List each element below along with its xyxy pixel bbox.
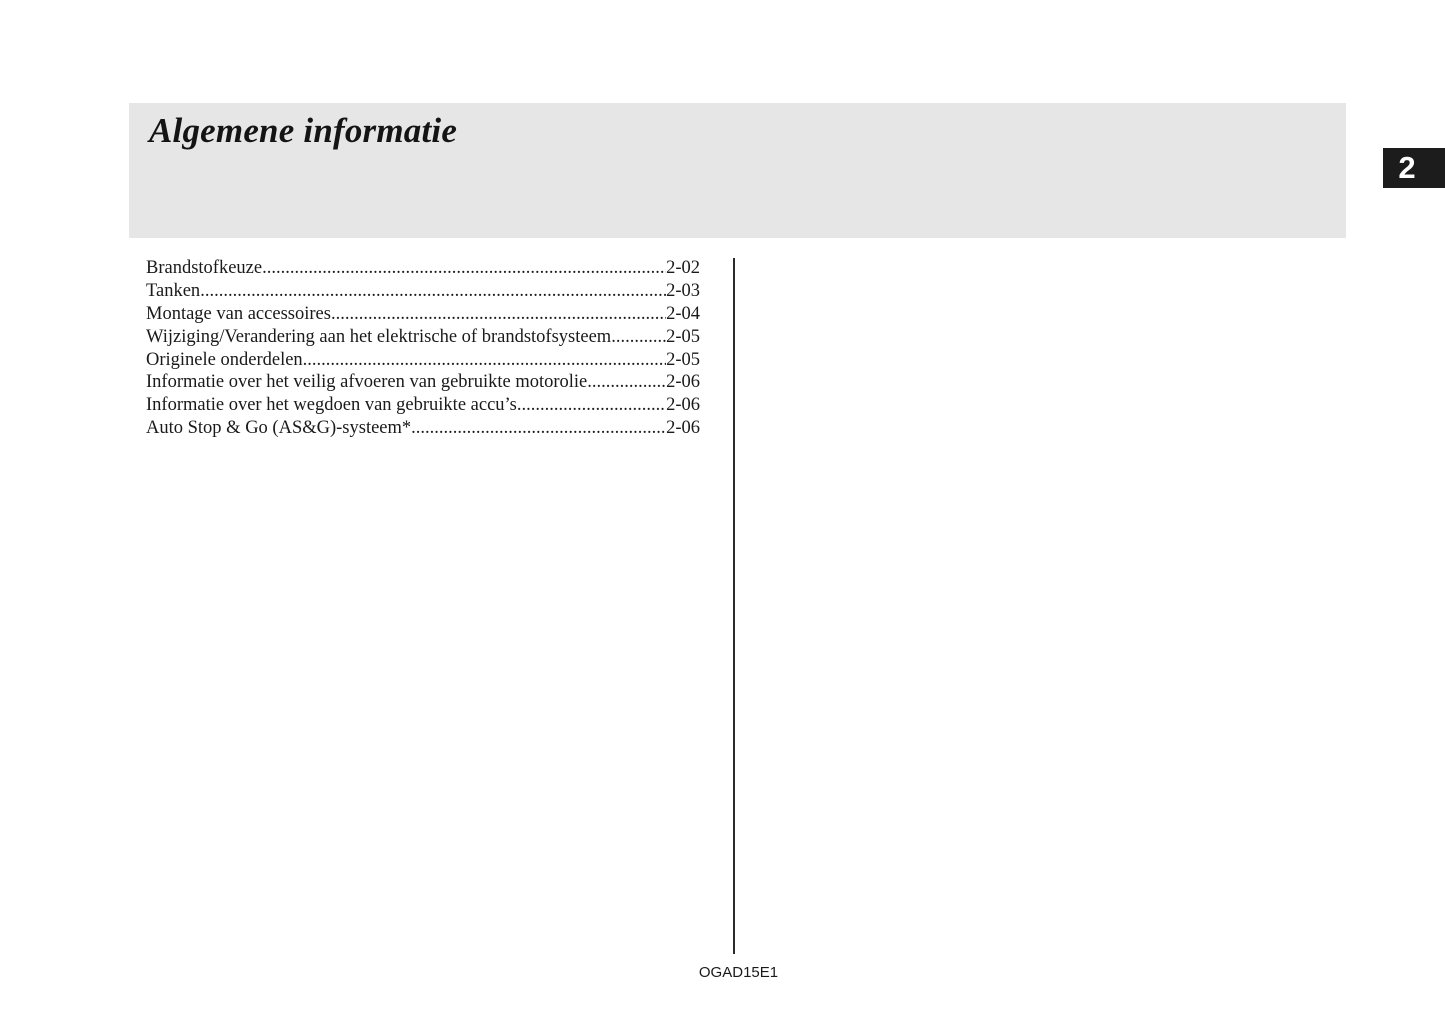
toc-entry-title: Informatie over het veilig afvoeren van gebruikte motorolie [146,372,588,393]
toc-entry-page: 2-05 [666,349,700,370]
toc-dot-leader [303,349,666,372]
toc-entry-title: Informatie over het wegdoen van gebruikte accu’s [146,395,517,416]
page-title: Algemene informatie [149,111,458,150]
toc-entry-title: Originele onderdelen [146,349,303,370]
toc-dot-leader [587,371,666,394]
toc-dot-leader [200,280,666,303]
toc-entry-original-parts[interactable] [146,349,700,372]
toc-entry-auto-stop-go[interactable] [146,417,700,440]
toc-entry-page: 2-05 [666,326,700,347]
toc-entry-title: Auto Stop & Go (AS&G)-systeem* [146,418,412,439]
toc-entry-title: Tanken [146,280,201,301]
toc-entry-battery-disposal[interactable] [146,394,700,417]
toc-entry-system-modification[interactable] [146,326,700,349]
toc-dot-leader [517,394,666,417]
toc-entry-accessories[interactable] [146,303,700,326]
toc-dot-leader [411,417,666,440]
toc-entry-page: 2-06 [666,418,700,439]
toc-entry-title: Brandstofkeuze [146,258,263,278]
toc-entry-motor-oil-disposal[interactable] [146,371,700,394]
toc-entry-fuel-selection[interactable] [146,257,700,280]
toc-dot-leader [262,257,666,280]
toc-entry-page: 2-04 [666,303,700,324]
chapter-header-band [129,103,1346,238]
toc-entry-title: Wijziging/Verandering aan het elektrische of brandstofsysteem [146,326,612,347]
table-of-contents [146,257,700,440]
toc-entry-refueling[interactable] [146,280,700,303]
chapter-tab: 2 [1383,148,1445,188]
column-divider [733,258,735,954]
toc-entry-title: Montage van accessoires [146,303,331,324]
toc-dot-leader [611,326,666,349]
toc-entry-page: 2-06 [666,395,700,416]
toc-entry-page: 2-02 [666,258,700,278]
toc-entry-page: 2-03 [666,280,700,301]
footer-document-code: OGAD15E1 [698,964,779,981]
toc-entry-page: 2-06 [666,372,700,393]
toc-dot-leader [331,303,666,326]
